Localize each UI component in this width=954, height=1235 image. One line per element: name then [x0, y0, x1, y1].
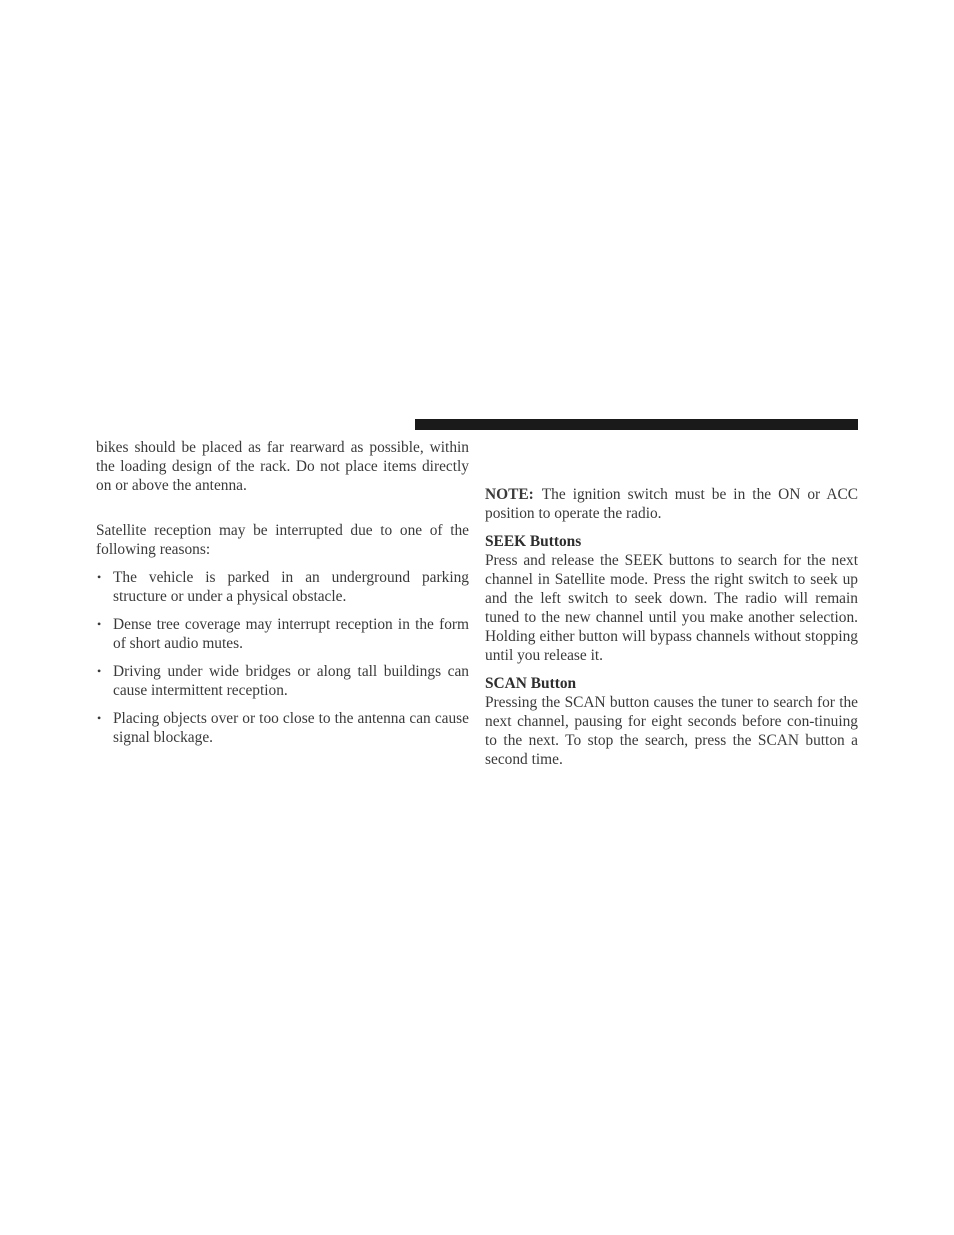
- section-header-bar: [415, 419, 858, 430]
- scan-button-text: Pressing the SCAN button causes the tuner to search for the next channel, pausing for eight seconds before con-tinuing to the next. To stop the search, press the SCAN button a second time.: [485, 694, 858, 768]
- list-item: • The vehicle is parked in an underground parking structure or under a physical obstacle.: [97, 569, 469, 605]
- note-text: The ignition switch must be in the ON or ACC position to operate the radio.: [485, 486, 858, 522]
- list-item: • Driving under wide bridges or along tall buildings can cause intermittent reception.: [97, 663, 469, 699]
- list-item: • Placing objects over or too close to the antenna can cause signal blockage.: [97, 710, 469, 746]
- left-column: [96, 438, 469, 747]
- bullet-icon: •: [97, 711, 102, 725]
- spacer: [96, 495, 469, 521]
- intro-paragraph: bikes should be placed as far rearward as possible, within the loading design of the rack. Do not place items directly on or above the antenna.: [96, 439, 469, 494]
- reception-reasons-list: [96, 568, 469, 747]
- note-paragraph: [485, 485, 858, 523]
- seek-buttons-text: Press and release the SEEK buttons to search for the next channel in Satellite mode. Press the right switch to seek up and the left switch to seek down. The radio will remain tuned to the new channel until you make another selection. Holding either button will bypass channels without stopping until you release it.: [485, 552, 858, 664]
- bullet-icon: •: [97, 617, 102, 631]
- list-item: • Dense tree coverage may interrupt reception in the form of short audio mutes.: [97, 616, 469, 652]
- right-column: [485, 485, 858, 769]
- note-label: NOTE:: [485, 486, 534, 503]
- bullet-icon: •: [97, 570, 102, 584]
- reception-paragraph: Satellite reception may be interrupted due to one of the following reasons:: [96, 522, 469, 558]
- scan-button-heading: SCAN Button: [485, 675, 577, 692]
- seek-buttons-heading: SEEK Buttons: [485, 533, 582, 550]
- bullet-icon: •: [97, 664, 102, 678]
